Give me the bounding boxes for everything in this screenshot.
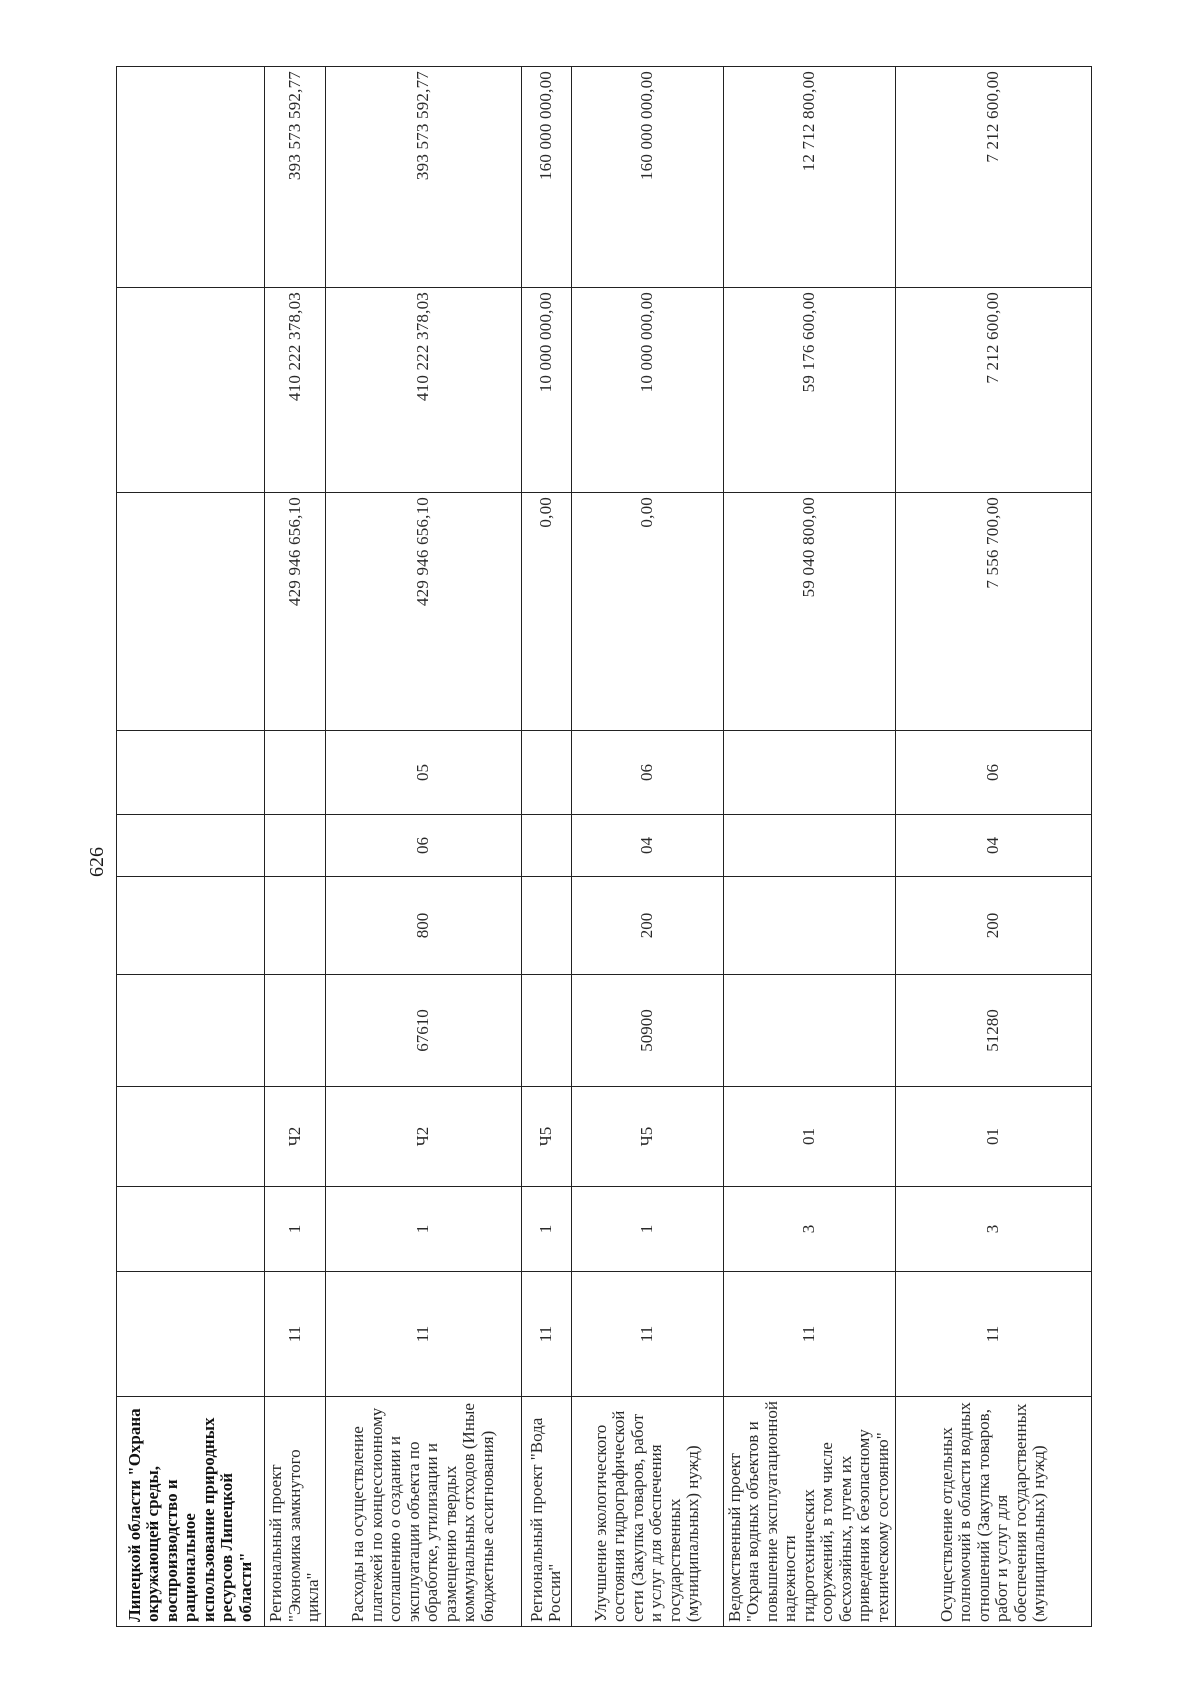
subprogram-code-cell: 3 xyxy=(895,1187,1091,1272)
section-cell xyxy=(117,815,265,877)
amount-year2-cell: 59 176 600,00 xyxy=(723,288,895,493)
subsection-cell xyxy=(521,731,571,815)
table-row xyxy=(325,67,521,1627)
row-name-cell: Региональный проект "Экономика замкнутого цикла" xyxy=(265,1397,326,1627)
subsection-cell xyxy=(723,731,895,815)
amount-year1-cell xyxy=(117,493,265,731)
amount-year3-cell xyxy=(117,67,265,288)
expense-type-cell xyxy=(521,877,571,975)
direction-code-cell: 50900 xyxy=(571,975,723,1087)
project-code-cell: Ч2 xyxy=(325,1087,521,1187)
budget-table xyxy=(116,66,1092,1627)
expense-type-cell: 800 xyxy=(325,877,521,975)
section-cell: 04 xyxy=(571,815,723,877)
expense-type-cell xyxy=(117,877,265,975)
table-row xyxy=(723,67,895,1627)
amount-year3-cell: 7 212 600,00 xyxy=(895,67,1091,288)
project-code-cell: 01 xyxy=(723,1087,895,1187)
amount-year3-cell: 12 712 800,00 xyxy=(723,67,895,288)
program-code-cell: 11 xyxy=(325,1272,521,1397)
table-row xyxy=(265,67,326,1627)
expense-type-cell xyxy=(265,877,326,975)
program-code-cell xyxy=(117,1272,265,1397)
subprogram-code-cell xyxy=(117,1187,265,1272)
program-code-cell: 11 xyxy=(895,1272,1091,1397)
row-name-cell: Расходы на осуществление платежей по концессионному соглашению о создании и эксплуатации объекта по обработке, утилизации и размещению твердых коммунальных отходов (Иные бюджетные ассигнования) xyxy=(325,1397,521,1627)
budget-table-container xyxy=(116,67,1092,1627)
subprogram-code-cell: 3 xyxy=(723,1187,895,1272)
project-code-cell: Ч5 xyxy=(521,1087,571,1187)
subsection-cell: 05 xyxy=(325,731,521,815)
subprogram-code-cell: 1 xyxy=(571,1187,723,1272)
direction-code-cell: 67610 xyxy=(325,975,521,1087)
direction-code-cell xyxy=(265,975,326,1087)
subsection-cell xyxy=(117,731,265,815)
amount-year3-cell: 393 573 592,77 xyxy=(325,67,521,288)
amount-year2-cell: 410 222 378,03 xyxy=(265,288,326,493)
table-row xyxy=(521,67,571,1627)
amount-year3-cell: 160 000 000,00 xyxy=(571,67,723,288)
project-code-cell: Ч5 xyxy=(571,1087,723,1187)
program-code-cell: 11 xyxy=(265,1272,326,1397)
table-row xyxy=(571,67,723,1627)
subsection-cell xyxy=(265,731,326,815)
page-number: 626 xyxy=(86,847,108,877)
amount-year1-cell: 429 946 656,10 xyxy=(265,493,326,731)
project-code-cell xyxy=(117,1087,265,1187)
row-name-cell: Региональный проект "Вода России" xyxy=(521,1397,571,1627)
amount-year1-cell: 0,00 xyxy=(571,493,723,731)
amount-year2-cell: 410 222 378,03 xyxy=(325,288,521,493)
subsection-cell: 06 xyxy=(895,731,1091,815)
direction-code-cell xyxy=(521,975,571,1087)
project-code-cell: 01 xyxy=(895,1087,1091,1187)
direction-code-cell xyxy=(117,975,265,1087)
subprogram-code-cell: 1 xyxy=(325,1187,521,1272)
row-name-cell: Ведомственный проект "Охрана водных объектов и повышение эксплуатационной надежности гидротехнических сооружений, в том числе бесхозяйных, путем их приведения к безопасному техническому состоянию" xyxy=(723,1397,895,1627)
program-code-cell: 11 xyxy=(571,1272,723,1397)
amount-year2-cell xyxy=(117,288,265,493)
expense-type-cell xyxy=(723,877,895,975)
subprogram-code-cell: 1 xyxy=(265,1187,326,1272)
table-row xyxy=(117,67,265,1627)
subprogram-code-cell: 1 xyxy=(521,1187,571,1272)
direction-code-cell xyxy=(723,975,895,1087)
amount-year2-cell: 10 000 000,00 xyxy=(521,288,571,493)
row-name-cell: Липецкой области "Охрана окружающей среды, воспроизводство и рациональное использование природных ресурсов Липецкой области" xyxy=(117,1397,265,1627)
direction-code-cell: 51280 xyxy=(895,975,1091,1087)
expense-type-cell: 200 xyxy=(895,877,1091,975)
amount-year3-cell: 160 000 000,00 xyxy=(521,67,571,288)
amount-year3-cell: 393 573 592,77 xyxy=(265,67,326,288)
program-code-cell: 11 xyxy=(723,1272,895,1397)
table-row xyxy=(895,67,1091,1627)
expense-type-cell: 200 xyxy=(571,877,723,975)
section-cell: 06 xyxy=(325,815,521,877)
amount-year1-cell: 7 556 700,00 xyxy=(895,493,1091,731)
amount-year1-cell: 429 946 656,10 xyxy=(325,493,521,731)
project-code-cell: Ч2 xyxy=(265,1087,326,1187)
section-cell xyxy=(265,815,326,877)
amount-year1-cell: 0,00 xyxy=(521,493,571,731)
row-name-cell: Улучшение экологического состояния гидрографической сети (Закупка товаров, работ и услуг для обеспечения государственных (муниципальных) нужд) xyxy=(571,1397,723,1627)
program-code-cell: 11 xyxy=(521,1272,571,1397)
row-name-cell: Осуществление отдельных полномочий в области водных отношений (Закупка товаров, работ и услуг для обеспечения государственных (муниципальных) нужд) xyxy=(895,1397,1091,1627)
section-cell: 04 xyxy=(895,815,1091,877)
subsection-cell: 06 xyxy=(571,731,723,815)
amount-year1-cell: 59 040 800,00 xyxy=(723,493,895,731)
amount-year2-cell: 7 212 600,00 xyxy=(895,288,1091,493)
amount-year2-cell: 10 000 000,00 xyxy=(571,288,723,493)
table-body xyxy=(117,67,1092,1627)
section-cell xyxy=(723,815,895,877)
section-cell xyxy=(521,815,571,877)
